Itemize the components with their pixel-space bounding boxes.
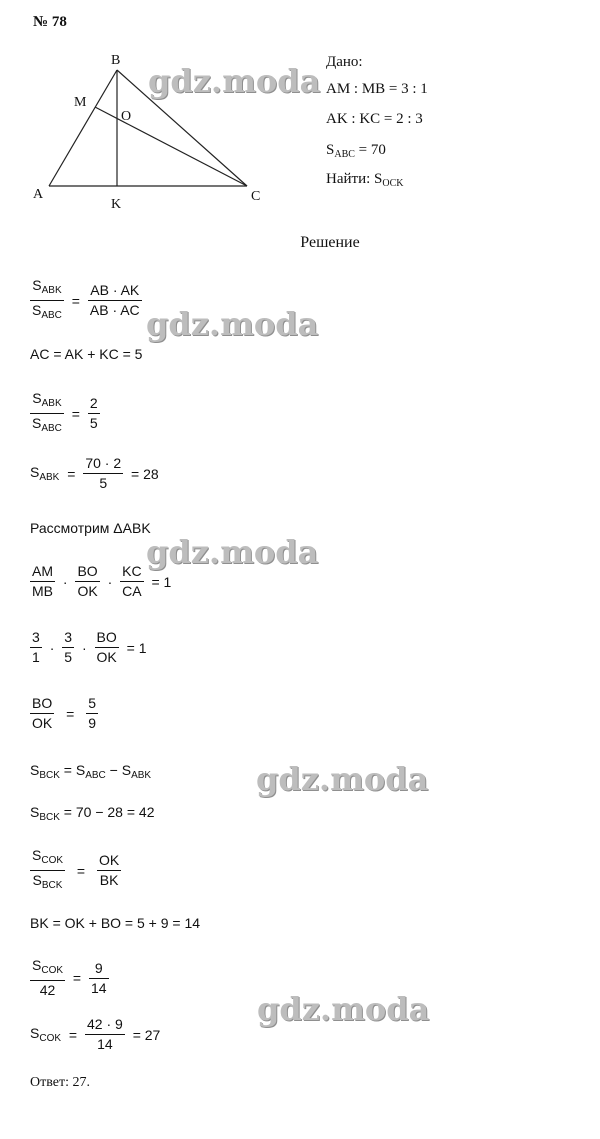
formula-4: $S_{ABK}$ = $\frac{70 \cdot 2}{5}$ = 28 [30,455,159,491]
line-2: AC = AK + KC = 5 [30,346,143,362]
watermark-4: gdz.moda [256,760,429,798]
line-12: BK = OK + BO = 5 + 9 = 14 [30,915,201,931]
formula-11: $\frac{S_{COK}}{S_{BCK}}$ = $\frac{OK}{BK}$ [32,847,120,891]
given-line-1: AM : MB = 3 : 1 [326,81,428,97]
formula-9: $S_{BCK} = S_{ABC} - S_{ABK}$ [30,762,152,781]
watermark-1: gdz.moda [148,62,321,100]
label-b: B [111,53,121,68]
label-k: K [111,197,122,210]
formula-10: $S_{BCK} = 70 - 28 = 42$ [30,804,155,823]
watermark-5: gdz.moda [257,990,430,1028]
formula-7: $\frac{3}{1}$ · $\frac{3}{5}$ · $\frac{BO}{OK}$ = 1 [32,629,147,665]
formula-6: $\frac{AM}{MB}$ · $\frac{BO}{OK}$ · $\frac{KC}{CA}$ = 1 [32,563,172,599]
formula-13: $\frac{S_{COK}}{42}$ = $\frac{9}{14}$ [32,957,107,998]
label-c: C [251,189,261,204]
watermark-2: gdz.moda [146,305,319,343]
formula-14: $S_{COK}$ = $\frac{42 \cdot 9}{14}$ = 27 [30,1016,161,1052]
formula-8: $\frac{BO}{OK}$ = $\frac{5}{9}$ [32,695,96,731]
given-find: Найти: $S_{OCK}$ [326,171,404,189]
label-a: A [33,187,44,202]
given-line-3: $S_{ABC} = 70$ [326,142,386,160]
label-o: O [121,109,132,124]
solution-heading: Решение [300,234,360,251]
formula-1: $\frac{S_{ABK}}{S_{ABC}}$ = $\frac{AB \cdot AK}{AB \cdot AC}$ [32,277,140,321]
side-ab [49,70,117,186]
label-m: M [74,95,87,110]
line-5: Рассмотрим ΔABK [30,520,151,536]
answer: Ответ: 27. [30,1075,90,1090]
formula-3: $\frac{S_{ABK}}{S_{ABC}}$ = $\frac{2}{5}$ [32,390,98,434]
problem-number: № 78 [33,14,67,30]
given-line-2: AK : KC = 2 : 3 [326,111,423,127]
watermark-3: gdz.moda [146,533,319,571]
given-title: Дано: [326,54,363,70]
